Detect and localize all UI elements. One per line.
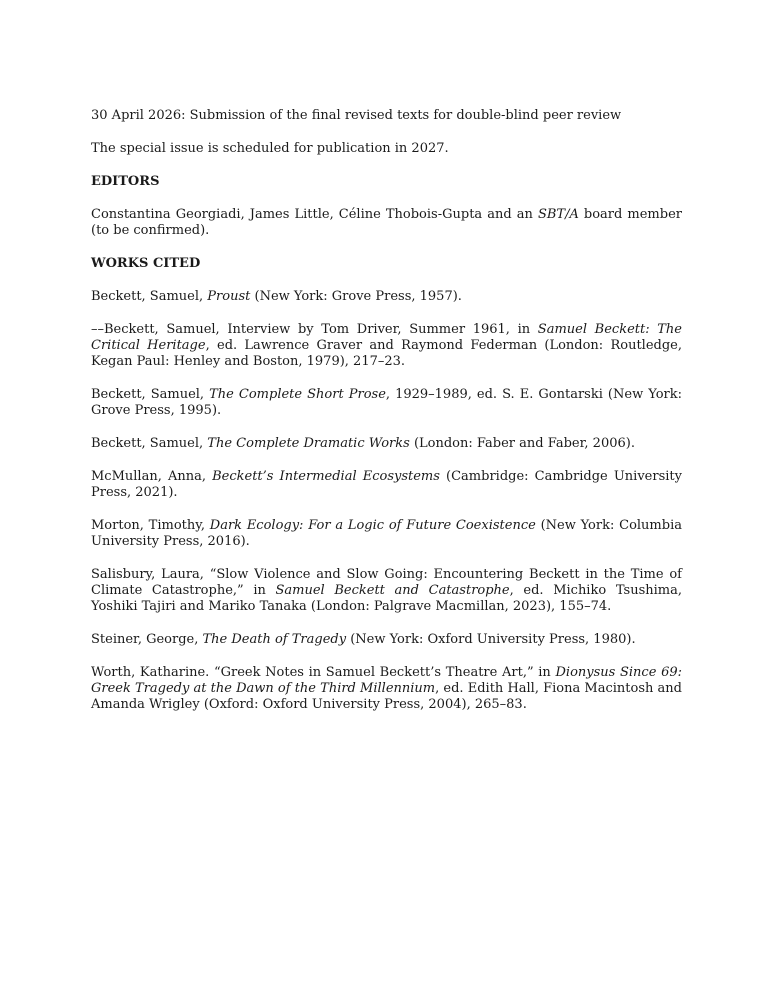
editors-suffix: board member (to be confirmed). (91, 207, 682, 238)
journal-name: SBT/A (537, 207, 579, 222)
citation-title: The Complete Dramatic Works (207, 436, 410, 451)
citation-suffix: , ed. Edith Hall, Fiona Macintosh and Amanda Wrigley (Oxford: Oxford University Press, 2004), 265–83. (91, 681, 682, 712)
citation-title: Dionysus Since 69: Greek Tragedy at the Dawn of the Third Millennium (91, 665, 682, 696)
citation-title: Beckett’s Intermedial Ecosystems (212, 469, 440, 484)
citation-prefix: Salisbury, Laura, “Slow Violence and Slow Going: Encountering Beckett in the Time of Climate Catastrophe,” in (91, 567, 682, 598)
citation-prefix: Steiner, George, (91, 632, 203, 647)
citation-prefix: ––Beckett, Samuel, Interview by Tom Driver, Summer 1961, in (91, 322, 538, 337)
citation-title: Samuel Beckett: The Critical Heritage (91, 322, 682, 353)
citation-title: Samuel Beckett and Catastrophe (275, 583, 510, 598)
citation-title: The Death of Tragedy (202, 632, 347, 647)
citation-entry (91, 665, 682, 713)
citation-entry (91, 518, 682, 550)
citation-title: Dark Ecology: For a Logic of Future Coexistence (209, 518, 536, 533)
document-body (91, 108, 682, 730)
citation-prefix: Worth, Katharine. “Greek Notes in Samuel Beckett’s Theatre Art,” in (91, 665, 556, 680)
citation-suffix: (New York: Grove Press, 1957). (250, 289, 462, 304)
works-cited-list (91, 289, 682, 713)
citation-entry (91, 436, 682, 452)
editors-names: Constantina Georgiadi, James Little, Céline Thobois-Gupta and an (91, 207, 538, 222)
citation-entry (91, 632, 682, 648)
citation-prefix: Beckett, Samuel, (91, 436, 208, 451)
citation-suffix: (New York: Oxford University Press, 1980). (346, 632, 636, 647)
citation-title: The Complete Short Prose (209, 387, 386, 402)
citation-entry (91, 289, 682, 305)
citation-suffix: (London: Faber and Faber, 2006). (409, 436, 635, 451)
citation-entry (91, 387, 682, 419)
deadline-text: 30 April 2026: Submission of the final revised texts for double-blind peer review (91, 108, 622, 123)
citation-entry (91, 567, 682, 615)
editors-text (91, 207, 682, 239)
citation-prefix: Beckett, Samuel, (91, 289, 208, 304)
citation-suffix: (New York: Columbia University Press, 2016). (91, 518, 682, 549)
citation-suffix: , 1929–1989, ed. S. E. Gontarski (New York: Grove Press, 1995). (91, 387, 682, 418)
citation-suffix: , ed. Lawrence Graver and Raymond Federman (London: Routledge, Kegan Paul: Henley and Boston, 1979), 217–23. (91, 338, 682, 369)
citation-prefix: McMullan, Anna, (91, 469, 213, 484)
citation-entry (91, 469, 682, 501)
citation-suffix: (Cambridge: Cambridge University Press, 2021). (91, 469, 682, 500)
citation-prefix: Morton, Timothy, (91, 518, 210, 533)
works-cited-heading: WORKS CITED (91, 256, 201, 271)
schedule-text: The special issue is scheduled for publication in 2027. (91, 141, 449, 156)
editors-heading: EDITORS (91, 174, 160, 189)
citation-entry (91, 322, 682, 370)
citation-title: Proust (207, 289, 251, 304)
citation-prefix: Beckett, Samuel, (91, 387, 210, 402)
citation-suffix: , ed. Michiko Tsushima, Yoshiki Tajiri and Mariko Tanaka (London: Palgrave Macmillan, 2023), 155–74. (91, 583, 682, 614)
